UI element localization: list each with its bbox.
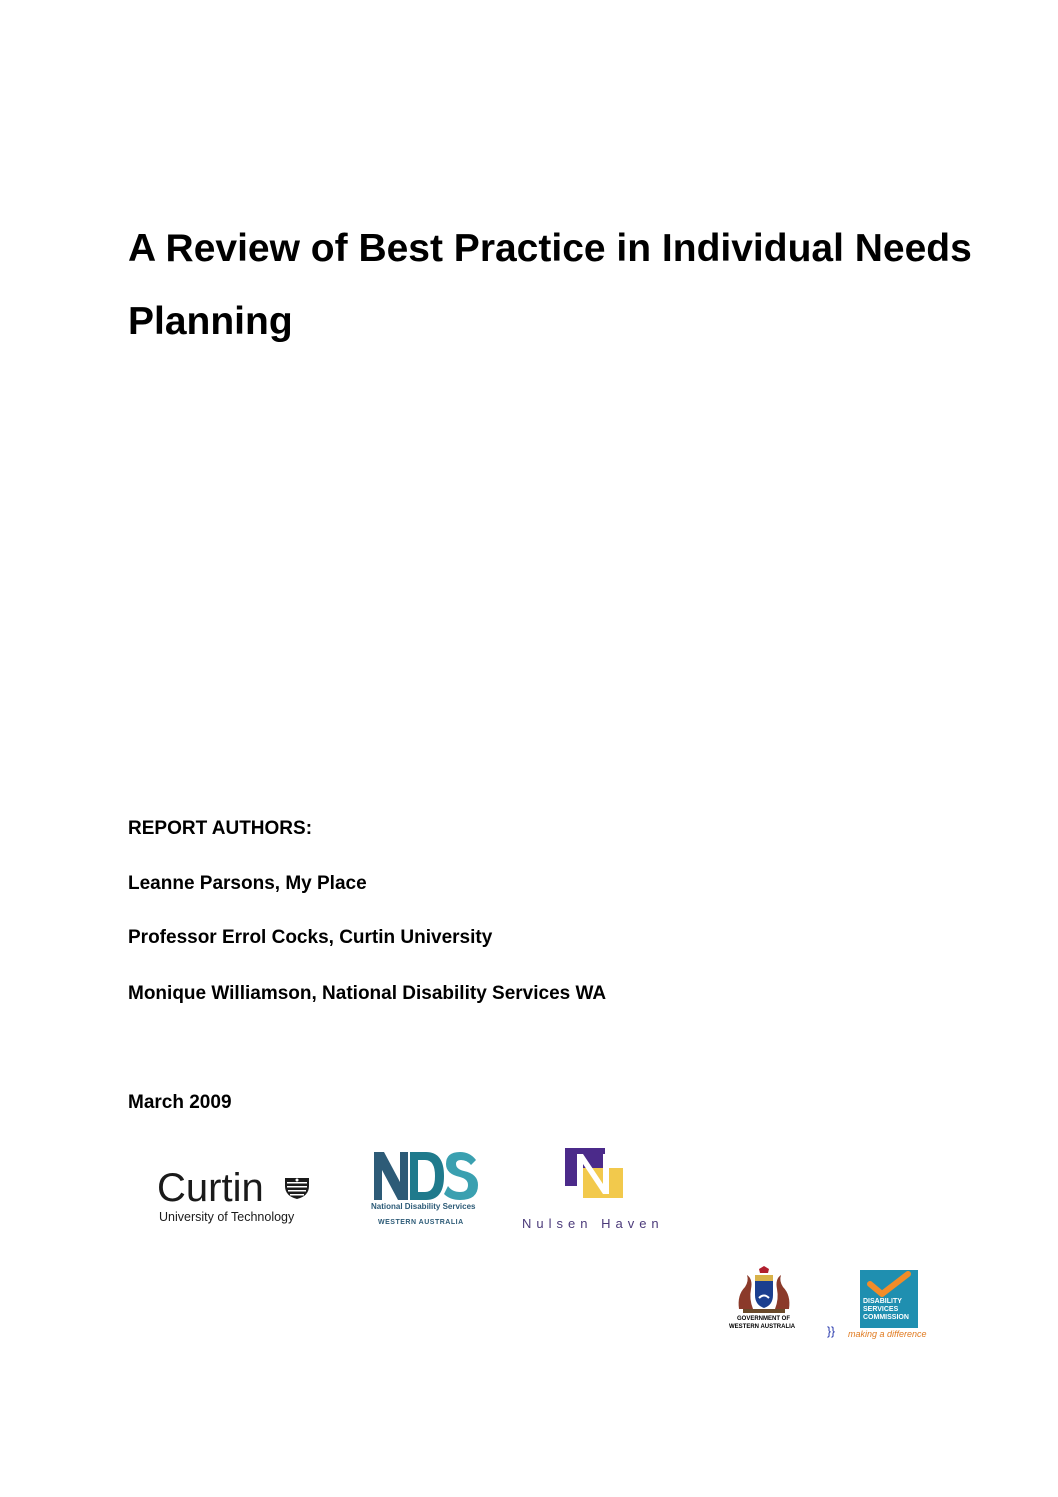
report-date: March 2009 — [128, 1092, 232, 1113]
curtin-subtitle: University of Technology — [159, 1210, 295, 1224]
curtin-wordmark: Curtin — [157, 1166, 264, 1210]
dsc-line-3: COMMISSION — [863, 1314, 909, 1321]
authors-heading: REPORT AUTHORS: — [128, 818, 313, 839]
coat-of-arms-icon — [733, 1265, 795, 1315]
curtin-logo — [155, 1166, 320, 1230]
government-wa-logo — [727, 1265, 801, 1337]
government-line-2: WESTERN AUSTRALIA — [729, 1324, 796, 1330]
document-title: A Review of Best Practice in Individual Needs Planning — [128, 227, 972, 343]
dsc-line-1: DISABILITY — [863, 1298, 902, 1305]
nds-region: WESTERN AUSTRALIA — [378, 1219, 464, 1226]
nulsen-haven-logo — [520, 1148, 675, 1234]
dsc-tagline: making a difference — [848, 1329, 927, 1339]
author-1: Leanne Parsons, My Place — [128, 873, 367, 894]
government-line-1: GOVERNMENT OF — [737, 1316, 791, 1322]
nds-mark-icon — [372, 1150, 480, 1202]
tick-icon — [860, 1270, 918, 1300]
dsc-line-2: SERVICES — [863, 1306, 899, 1313]
nds-name: National Disability Services — [371, 1202, 476, 1211]
author-2: Professor Errol Cocks, Curtin University — [128, 927, 493, 948]
nulsen-mark-icon — [565, 1148, 623, 1200]
nds-logo — [368, 1148, 483, 1232]
author-3: Monique Williamson, National Disability Services WA — [128, 983, 607, 1004]
curtin-shield-icon — [283, 1176, 311, 1200]
dsc-logo — [846, 1268, 930, 1342]
nulsen-haven-name: Nulsen Haven — [522, 1216, 664, 1231]
stray-mark: }} — [827, 1324, 836, 1338]
